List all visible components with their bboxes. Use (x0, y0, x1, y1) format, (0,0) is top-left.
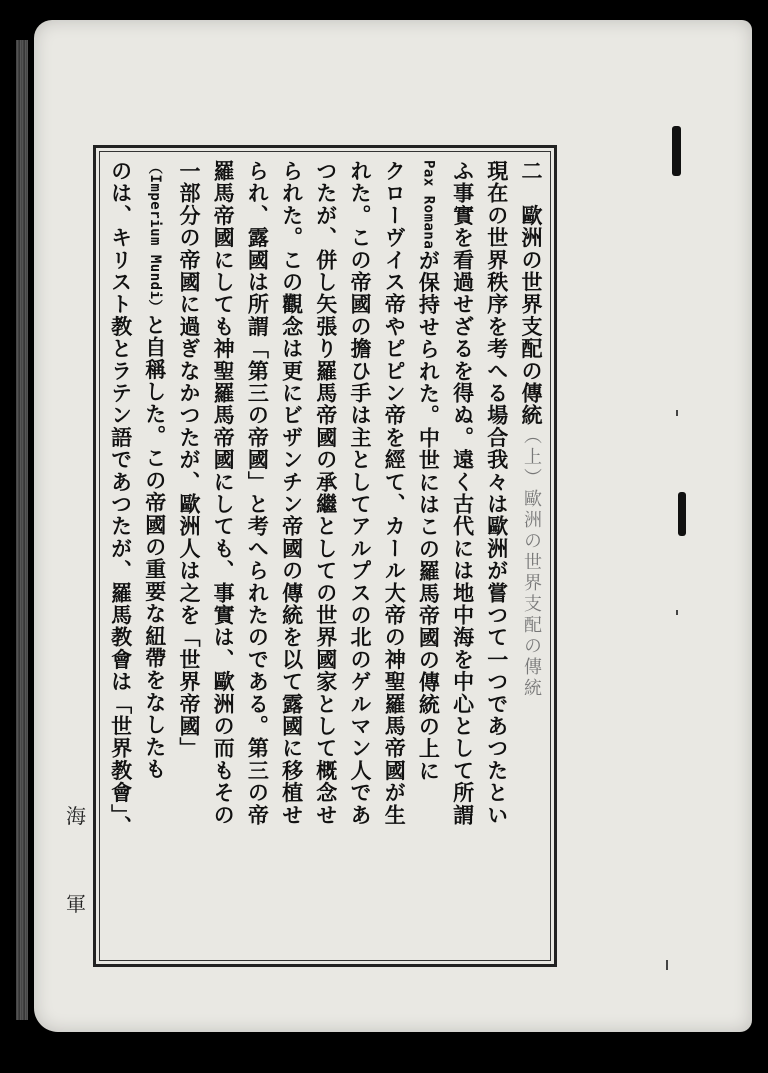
ink-speck (676, 410, 678, 416)
text-line-10: 一部分の帝國に過ぎなかつたが、歐洲人は之を「世界帝國」 (176, 160, 202, 760)
vertical-text-body (108, 160, 548, 950)
margin-character-top: 海 (66, 804, 86, 828)
text-line-3-rest: が保持せられた。中世にはこの羅馬帝國の傳統の上に (416, 249, 442, 783)
text-line-9: 羅馬帝國にしても神聖羅馬帝國にしても、事實は、歐洲の而もその (211, 160, 237, 826)
ink-smudge-top (672, 126, 681, 176)
ink-smudge-middle (678, 492, 686, 536)
ink-speck (666, 960, 668, 970)
ink-speck (676, 610, 678, 615)
section-heading-main: 二 歐洲の世界支配の傳統 (519, 160, 544, 427)
text-line-7: られた。この觀念は更にビザンチン帝國の傳統を以て露國に移植せ (279, 160, 305, 826)
text-line-5: れた。この帝國の擔ひ手は主としてアルプスの北のゲルマン人であ (347, 160, 373, 826)
page-edge-stack (16, 40, 28, 1020)
latin-term-imperium-mundi: （Imperium Mundi） (146, 160, 163, 315)
text-line-2: ふ事實を看過せざるを得ぬ。遠く古代には地中海を中心として所謂 (450, 160, 476, 826)
text-line-1: 現在の世界秩序を考へる場合我々は歐洲が嘗つて一つであつたとい (484, 160, 510, 826)
margin-character-bottom: 軍 (66, 892, 86, 916)
text-line-6: つたが、併し矢張り羅馬帝國の承繼としての世界國家として概念せ (313, 160, 339, 826)
text-line-8: られ、露國は所謂「第三の帝國」と考へられたのである。第三の帝 (245, 160, 271, 826)
text-line-4: クローヴイス帝やピピン帝を經て、カール大帝の神聖羅馬帝國が生 (382, 160, 408, 826)
text-line-11 (138, 160, 172, 950)
text-line-3 (411, 160, 445, 950)
section-heading (514, 160, 548, 950)
text-line-12: のは、キリスト教とラテン語であつたが、羅馬教會は「世界教會」、 (108, 160, 134, 838)
section-heading-faded: （上）歐洲の世界支配の傳統 (521, 426, 542, 700)
latin-term-pax-romana: Pax Romana (420, 160, 437, 250)
text-line-11-rest: と自稱した。この帝國の重要な紐帶をなしたも (142, 314, 168, 781)
